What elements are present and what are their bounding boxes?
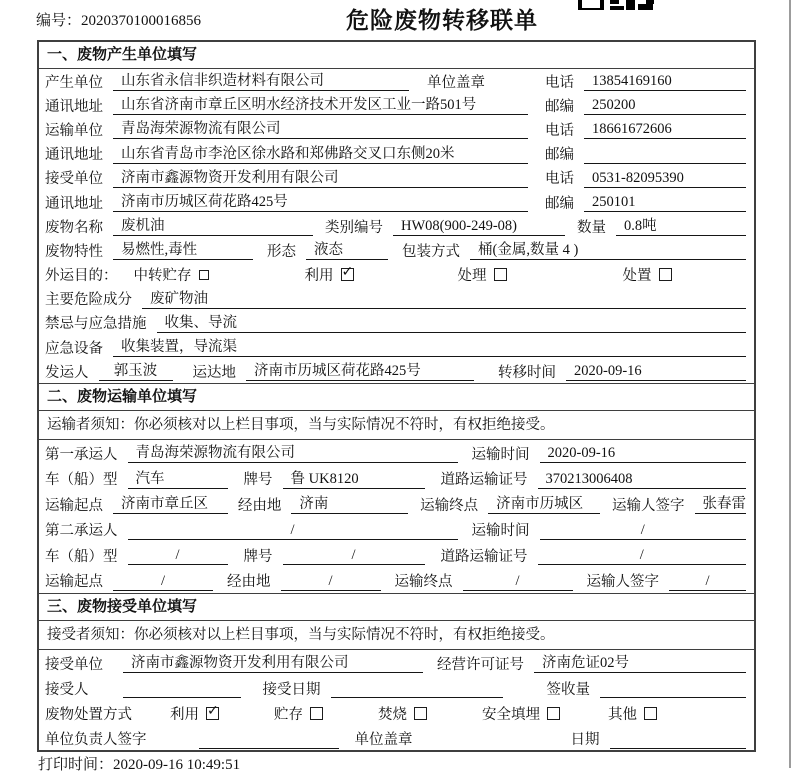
signed-amount-value <box>600 678 746 698</box>
producer-value: 山东省永信非织造材料有限公司 <box>113 71 409 91</box>
dispose-checkbox-icon <box>659 268 672 281</box>
form-state-label: 形态 <box>267 243 296 260</box>
package-value: 桶(金属,数量 4 ) <box>470 240 746 260</box>
section-transporter <box>39 383 754 593</box>
addr1-label: 通讯地址 <box>45 98 103 115</box>
vehicle1-row <box>39 466 754 492</box>
component-value: 废矿物油 <box>142 289 746 309</box>
receiving-unit-label: 接受单位 <box>45 656 103 673</box>
taboo-label: 禁忌与应急措施 <box>45 316 147 333</box>
receiving-unit-value: 济南市鑫源物资开发利用有限公司 <box>123 653 423 673</box>
origin1-label: 运输起点 <box>45 497 103 514</box>
qr-code-fragment <box>578 0 658 10</box>
category-code-value: HW08(900-249-08) <box>393 216 565 236</box>
license1-label: 道路运输证号 <box>440 472 528 489</box>
form-state-value: 液态 <box>306 240 388 260</box>
end1-label: 运输终点 <box>420 497 479 514</box>
treat-checkbox-icon <box>494 268 507 281</box>
vehicle1-label: 车（船）型 <box>45 472 118 489</box>
end2-value: / <box>463 571 573 591</box>
phone3-label: 电话 <box>545 171 574 188</box>
time1-value: 2020-09-16 <box>540 443 747 463</box>
phone2-value: 18661672606 <box>584 119 746 139</box>
carrier1-value: 青岛海荣源物流有限公司 <box>128 443 458 463</box>
license2-value: / <box>538 545 747 565</box>
transporter-row <box>39 117 754 141</box>
permit-value: 济南危证02号 <box>534 653 746 673</box>
producer-row <box>39 69 754 93</box>
waste-name-row <box>39 214 754 238</box>
addr3-label: 通讯地址 <box>45 195 103 212</box>
page-edge-line <box>789 0 791 768</box>
phone3-value: 0531-82095390 <box>584 168 746 188</box>
receiving-person-row <box>39 676 754 701</box>
waste-name-label: 废物名称 <box>45 219 103 236</box>
equipment-value: 收集装置，导流渠 <box>113 337 746 357</box>
time1-label: 运输时间 <box>471 446 530 463</box>
section-receiver <box>39 593 754 751</box>
shipper-row <box>39 359 754 383</box>
serial-value: 2020370100016856 <box>81 13 202 29</box>
section3-header: 三、废物接受单位填写 <box>39 594 754 621</box>
component-label: 主要危险成分 <box>45 292 132 309</box>
disposal-option-burn: 焚烧 <box>378 703 427 724</box>
zip3-label: 邮编 <box>545 195 574 212</box>
phone1-value: 13854169160 <box>584 71 746 91</box>
disposal-option-landfill: 安全填埋 <box>482 703 560 724</box>
receiving-unit-row <box>39 650 754 675</box>
print-time <box>38 753 240 774</box>
print-time-label: 打印时间： <box>38 757 114 773</box>
purpose-option-use: 利用 ✓ <box>305 264 354 285</box>
license1-value: 370213006408 <box>538 469 747 489</box>
form-title: 危险废物转移联单 <box>346 7 538 33</box>
end2-label: 运输终点 <box>394 574 453 591</box>
receiver-address-row <box>39 190 754 214</box>
transporter-label: 运输单位 <box>45 122 103 139</box>
date2-value <box>610 729 747 749</box>
receiver-row <box>39 166 754 190</box>
emergency-equipment-row <box>39 335 754 359</box>
disposal-use-checkbox-icon <box>206 707 219 720</box>
print-time-value: 2020-09-16 10:49:51 <box>113 757 241 773</box>
via2-label: 经由地 <box>227 574 271 591</box>
transfer-purpose-row <box>39 263 754 287</box>
disposal-landfill-checkbox-icon <box>547 707 560 720</box>
phone1-label: 电话 <box>545 74 574 91</box>
permit-label: 经营许可证号 <box>437 656 524 673</box>
unit-seal2-label: 单位盖章 <box>354 732 413 749</box>
disposal-other-checkbox-icon <box>644 707 657 720</box>
plate1-value: 鲁 UK8120 <box>283 469 425 489</box>
section-producer <box>39 42 754 383</box>
time2-label: 运输时间 <box>471 523 530 540</box>
carrier1-label: 第一承运人 <box>45 446 118 463</box>
addr2-label: 通讯地址 <box>45 147 103 164</box>
character-label: 废物特性 <box>45 243 103 260</box>
zip2-value <box>584 144 746 164</box>
disposal-option-other: 其他 <box>608 703 657 724</box>
route1-row <box>39 491 754 517</box>
storage-checkbox-icon <box>199 270 209 280</box>
shipper-label: 发运人 <box>45 364 89 381</box>
use-checkbox-icon <box>341 268 354 281</box>
disposal-option-use: 利用 ✓ <box>170 703 219 724</box>
manifest-form <box>37 40 756 752</box>
character-value: 易燃性,毒性 <box>113 240 253 260</box>
section1-header: 一、废物产生单位填写 <box>39 42 754 69</box>
license2-label: 道路运输证号 <box>440 548 528 565</box>
second-carrier-row <box>39 517 754 543</box>
waste-name-value: 废机油 <box>113 216 313 236</box>
addr2-value: 山东省青岛市李沧区徐水路和郑佛路交叉口东侧20米 <box>113 144 528 164</box>
zip2-label: 邮编 <box>545 147 574 164</box>
destination-value: 济南市历城区荷花路425号 <box>246 361 474 381</box>
purpose-option-dispose: 处置 <box>623 264 672 285</box>
disposal-method-row <box>39 701 754 726</box>
first-carrier-row <box>39 440 754 466</box>
plate2-value: / <box>283 545 425 565</box>
chief-signature-row <box>39 726 754 751</box>
disposal-label: 废物处置方式 <box>45 706 132 723</box>
person-value <box>123 678 241 698</box>
origin1-value: 济南市章丘区 <box>113 494 228 514</box>
vehicle2-label: 车（船）型 <box>45 548 118 565</box>
via1-label: 经由地 <box>237 497 282 514</box>
sign2-value: / <box>669 571 746 591</box>
waste-character-row <box>39 238 754 262</box>
disposal-option-store: 贮存 <box>274 703 323 724</box>
hazard-component-row <box>39 287 754 311</box>
route2-row <box>39 568 754 594</box>
via1-value: 济南 <box>291 494 408 514</box>
receiver-label: 接受单位 <box>45 171 103 188</box>
transfer-time-value: 2020-09-16 <box>566 361 746 381</box>
receiver-notice: 接受者须知：你必须核对以上栏目事项，当与实际情况不符时，有权拒绝接受。 <box>39 621 754 650</box>
shipper-value: 郭玉波 <box>99 361 173 381</box>
receive-date-label: 接受日期 <box>262 681 321 698</box>
transporter-notice: 运输者须知：你必须核对以上栏目事项，当与实际情况不符时，有权拒绝接受。 <box>39 411 754 440</box>
plate2-label: 牌号 <box>243 548 273 565</box>
carrier2-label: 第二承运人 <box>45 523 118 540</box>
purpose-option-storage: 中转贮存 <box>134 264 209 285</box>
taboo-value: 收集、导流 <box>157 313 747 333</box>
unit-seal-label: 单位盖章 <box>427 74 485 91</box>
producer-address-row <box>39 93 754 117</box>
addr3-value: 济南市历城区荷花路425号 <box>113 192 528 212</box>
vehicle1-value: 汽车 <box>128 469 228 489</box>
zip3-value: 250101 <box>584 192 746 212</box>
receive-date-value <box>331 678 503 698</box>
equipment-label: 应急设备 <box>45 340 103 357</box>
end1-value: 济南市历城区 <box>488 494 600 514</box>
quantity-label: 数量 <box>577 219 606 236</box>
sign2-label: 运输人签字 <box>586 574 659 591</box>
purpose-option-treat: 处理 <box>458 264 507 285</box>
transporter-value: 青岛海荣源物流有限公司 <box>113 119 528 139</box>
zip1-value: 250200 <box>584 95 746 115</box>
phone2-label: 电话 <box>545 122 574 139</box>
plate1-label: 牌号 <box>243 472 273 489</box>
destination-label: 运达地 <box>192 364 236 381</box>
category-code-label: 类别编号 <box>325 219 383 236</box>
vehicle2-value: / <box>128 545 228 565</box>
transporter-address-row <box>39 142 754 166</box>
zip1-label: 邮编 <box>545 98 574 115</box>
transfer-time-label: 转移时间 <box>498 364 556 381</box>
origin2-value: / <box>113 571 213 591</box>
vehicle2-row <box>39 542 754 568</box>
addr1-value: 山东省济南市章丘区明水经济技术开发区工业一路501号 <box>113 95 528 115</box>
package-label: 包装方式 <box>402 243 460 260</box>
purpose-label: 外运目的： <box>45 268 118 285</box>
taboo-measures-row <box>39 311 754 335</box>
producer-label: 产生单位 <box>45 74 103 91</box>
time2-value: / <box>540 520 747 540</box>
date2-label: 日期 <box>570 732 600 749</box>
chief-value <box>199 729 339 749</box>
section2-header: 二、废物运输单位填写 <box>39 384 754 411</box>
sign1-label: 运输人签字 <box>612 497 685 514</box>
chief-label: 单位负责人签字 <box>45 732 147 749</box>
serial-label: 编号： <box>36 13 82 29</box>
sign1-value: 张春雷 <box>695 494 747 514</box>
quantity-value: 0.8吨 <box>616 216 746 236</box>
disposal-store-checkbox-icon <box>310 707 323 720</box>
person-label: 接受人 <box>45 681 89 698</box>
disposal-burn-checkbox-icon <box>414 707 427 720</box>
via2-value: / <box>281 571 381 591</box>
carrier2-value: / <box>128 520 458 540</box>
signed-amount-label: 签收量 <box>546 681 590 698</box>
receiver-value: 济南市鑫源物资开发利用有限公司 <box>113 168 528 188</box>
origin2-label: 运输起点 <box>45 574 103 591</box>
